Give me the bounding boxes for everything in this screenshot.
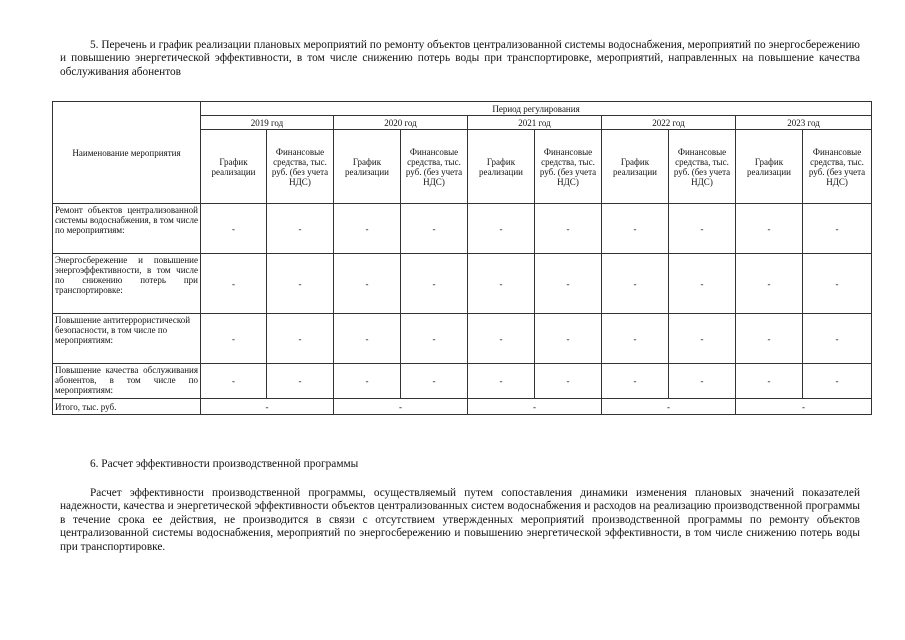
table-cell: - (401, 364, 468, 399)
table-cell: - (736, 364, 803, 399)
table-cell: - (468, 314, 535, 364)
year-header: 2021 год (468, 116, 602, 130)
row-name: Повышение антитеррористической безопасности, в том числе по мероприятиям: (53, 314, 201, 364)
year-header: 2020 год (334, 116, 468, 130)
table-cell: - (602, 254, 669, 314)
table-cell: - (535, 314, 602, 364)
table-cell: - (669, 364, 736, 399)
table-cell: - (267, 254, 334, 314)
schedule-header: График реализации (602, 130, 669, 204)
table-cell: - (803, 314, 872, 364)
section6-heading (60, 458, 860, 471)
section6-paragraph (60, 487, 860, 554)
table-cell: - (602, 364, 669, 399)
total-label: Итого, тыс. руб. (53, 399, 201, 415)
total-cell: - (468, 399, 602, 415)
section5-heading-text: 5. Перечень и график реализации плановых мероприятий по ремонту объектов централизованной системы водоснабжения, мероприятий по энергосбережению и повышению энергетической эффективности, в том числе снижению потерь воды при транспортировке, мероприятий, направленных на повышение качества обслуживания абонентов (60, 39, 860, 78)
total-cell: - (334, 399, 468, 415)
table-cell: - (401, 254, 468, 314)
schedule-header: График реализации (736, 130, 803, 204)
row-name: Повышение качества обслуживания абонентов, в том числе по мероприятиям: (53, 364, 201, 399)
table-cell: - (267, 204, 334, 254)
row-name: Ремонт объектов централизованной системы водоснабжения, в том числе по мероприятиям: (53, 204, 201, 254)
year-header: 2019 год (201, 116, 334, 130)
section5-heading (60, 39, 860, 79)
table-row (53, 364, 872, 399)
total-cell: - (602, 399, 736, 415)
table-cell: - (535, 364, 602, 399)
table-cell: - (267, 314, 334, 364)
table-row (53, 314, 872, 364)
table-cell: - (401, 204, 468, 254)
total-row (53, 399, 872, 415)
total-cell: - (736, 399, 872, 415)
table-cell: - (669, 204, 736, 254)
table-cell: - (669, 254, 736, 314)
finance-header: Финансовые средства, тыс. руб. (без учета НДС) (803, 130, 872, 204)
table-cell: - (736, 254, 803, 314)
name-column-header: Наименование мероприятия (53, 102, 201, 204)
year-header: 2023 год (736, 116, 872, 130)
table-cell: - (803, 204, 872, 254)
finance-header: Финансовые средства, тыс. руб. (без учета НДС) (535, 130, 602, 204)
table-cell: - (401, 314, 468, 364)
finance-header: Финансовые средства, тыс. руб. (без учета НДС) (267, 130, 334, 204)
section6-heading-text: 6. Расчет эффективности производственной программы (90, 458, 359, 470)
schedule-header: График реализации (468, 130, 535, 204)
table-cell: - (602, 204, 669, 254)
finance-header: Финансовые средства, тыс. руб. (без учета НДС) (401, 130, 468, 204)
total-cell: - (201, 399, 334, 415)
finance-header: Финансовые средства, тыс. руб. (без учета НДС) (669, 130, 736, 204)
table-cell: - (201, 204, 267, 254)
table-cell: - (334, 254, 401, 314)
table-cell: - (468, 204, 535, 254)
table-cell: - (267, 364, 334, 399)
schedule-header: График реализации (201, 130, 267, 204)
table-cell: - (334, 314, 401, 364)
schedule-header: График реализации (334, 130, 401, 204)
table-cell: - (201, 254, 267, 314)
table-cell: - (669, 314, 736, 364)
table-cell: - (201, 364, 267, 399)
table-cell: - (201, 314, 267, 364)
section6-paragraph-text: Расчет эффективности производственной программы, осуществляемый путем сопоставления динамики изменения плановых значений показателей надежности, качества и энергетической эффективности объектов централизованных систем водоснабжения и расходов на реализацию производственной программы в течение срока ее действия, не производится в связи с отсутствием утвержденных мероприятий производственной программы по ремонту объектов централизованной системы водоснабжения, мероприятий по энергосбережению и повышению энергетической эффективности, в том числе снижению потерь воды при транспортировке. (60, 487, 860, 553)
table-cell: - (535, 204, 602, 254)
table-cell: - (736, 314, 803, 364)
plan-table (52, 101, 872, 415)
table-cell: - (736, 204, 803, 254)
table-cell: - (803, 364, 872, 399)
table-row (53, 254, 872, 314)
table-cell: - (334, 204, 401, 254)
table-cell: - (334, 364, 401, 399)
table-cell: - (803, 254, 872, 314)
table-cell: - (468, 254, 535, 314)
row-name: Энергосбережение и повышение энергоэффективности, в том числе по снижению потерь при транспортировке: (53, 254, 201, 314)
table-cell: - (602, 314, 669, 364)
table-cell: - (468, 364, 535, 399)
period-header: Период регулирования (201, 102, 872, 116)
table-cell: - (535, 254, 602, 314)
table-row (53, 204, 872, 254)
year-header: 2022 год (602, 116, 736, 130)
